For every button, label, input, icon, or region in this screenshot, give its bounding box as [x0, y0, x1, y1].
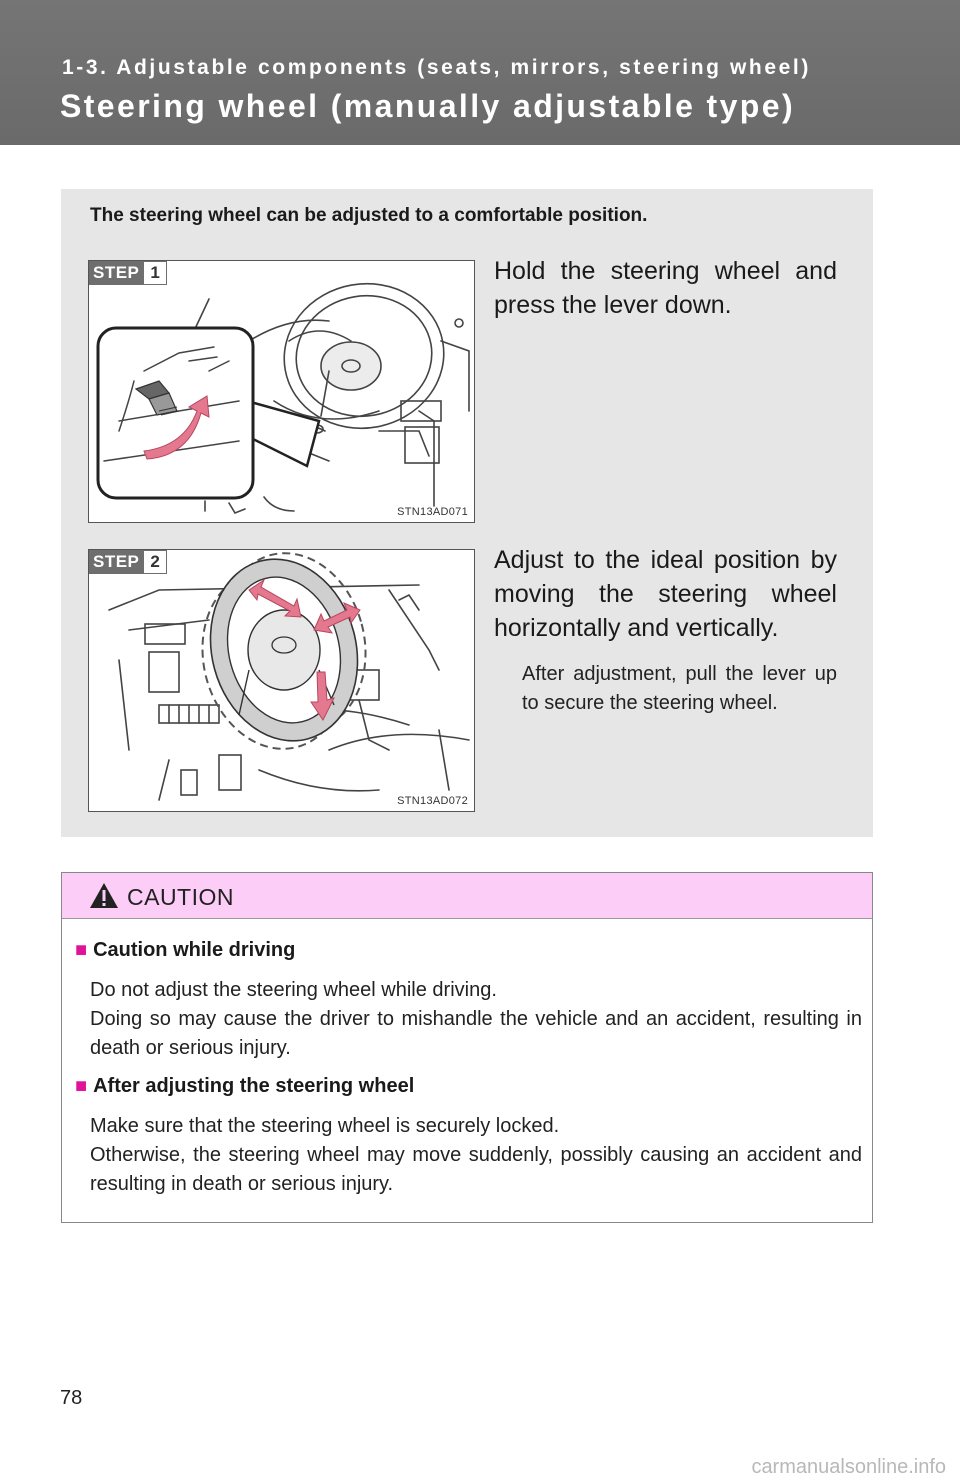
steering-lever-press-illustration: [89, 261, 474, 522]
step-2-note: After adjustment, pull the lever up to secure the steering wheel.: [522, 663, 837, 714]
caution-heading: ■ Caution while driving: [75, 939, 296, 961]
page-header: [0, 0, 960, 145]
bullet-square-icon: ■: [75, 939, 88, 961]
step-1-badge: STEP 1: [89, 261, 167, 285]
step-1-text: Hold the steering wheel and press the lever down.: [494, 257, 837, 319]
section-label: 1-3. Adjustable components (seats, mirrors, steering wheel): [62, 56, 811, 79]
procedure-intro: The steering wheel can be adjusted to a comfortable position.: [90, 205, 648, 226]
caution-body-text: Do not adjust the steering wheel while driving.: [90, 979, 497, 1001]
bullet-square-icon: ■: [75, 1075, 88, 1097]
watermark-link[interactable]: carmanualsonline.info: [751, 1456, 946, 1478]
figure-code: STN13AD072: [397, 795, 468, 807]
steering-wheel-adjust-illustration: [89, 550, 474, 811]
step-2-figure: [88, 549, 475, 812]
step-2-text: Adjust to the ideal position by moving the steering wheel horizontally and vertically.: [494, 546, 837, 642]
caution-header: [62, 873, 872, 919]
caution-heading: ■ After adjusting the steering wheel: [75, 1075, 415, 1097]
page-number: 78: [60, 1387, 83, 1409]
warning-triangle-icon: [89, 882, 119, 909]
page-title: Steering wheel (manually adjustable type): [60, 88, 796, 124]
caution-body-text: Doing so may cause the driver to mishandle the vehicle and an accident, resulting in death or serious injury.: [90, 1008, 862, 1059]
caution-body-text: Otherwise, the steering wheel may move suddenly, possibly causing an accident and resulting in death or serious injury.: [90, 1144, 862, 1195]
figure-code: STN13AD071: [397, 506, 468, 518]
step-2-badge: STEP 2: [89, 550, 167, 574]
step-1-figure: [88, 260, 475, 523]
caution-label: CAUTION: [127, 884, 234, 910]
caution-body-text: Make sure that the steering wheel is securely locked.: [90, 1115, 560, 1137]
caution-box: [61, 872, 873, 1223]
